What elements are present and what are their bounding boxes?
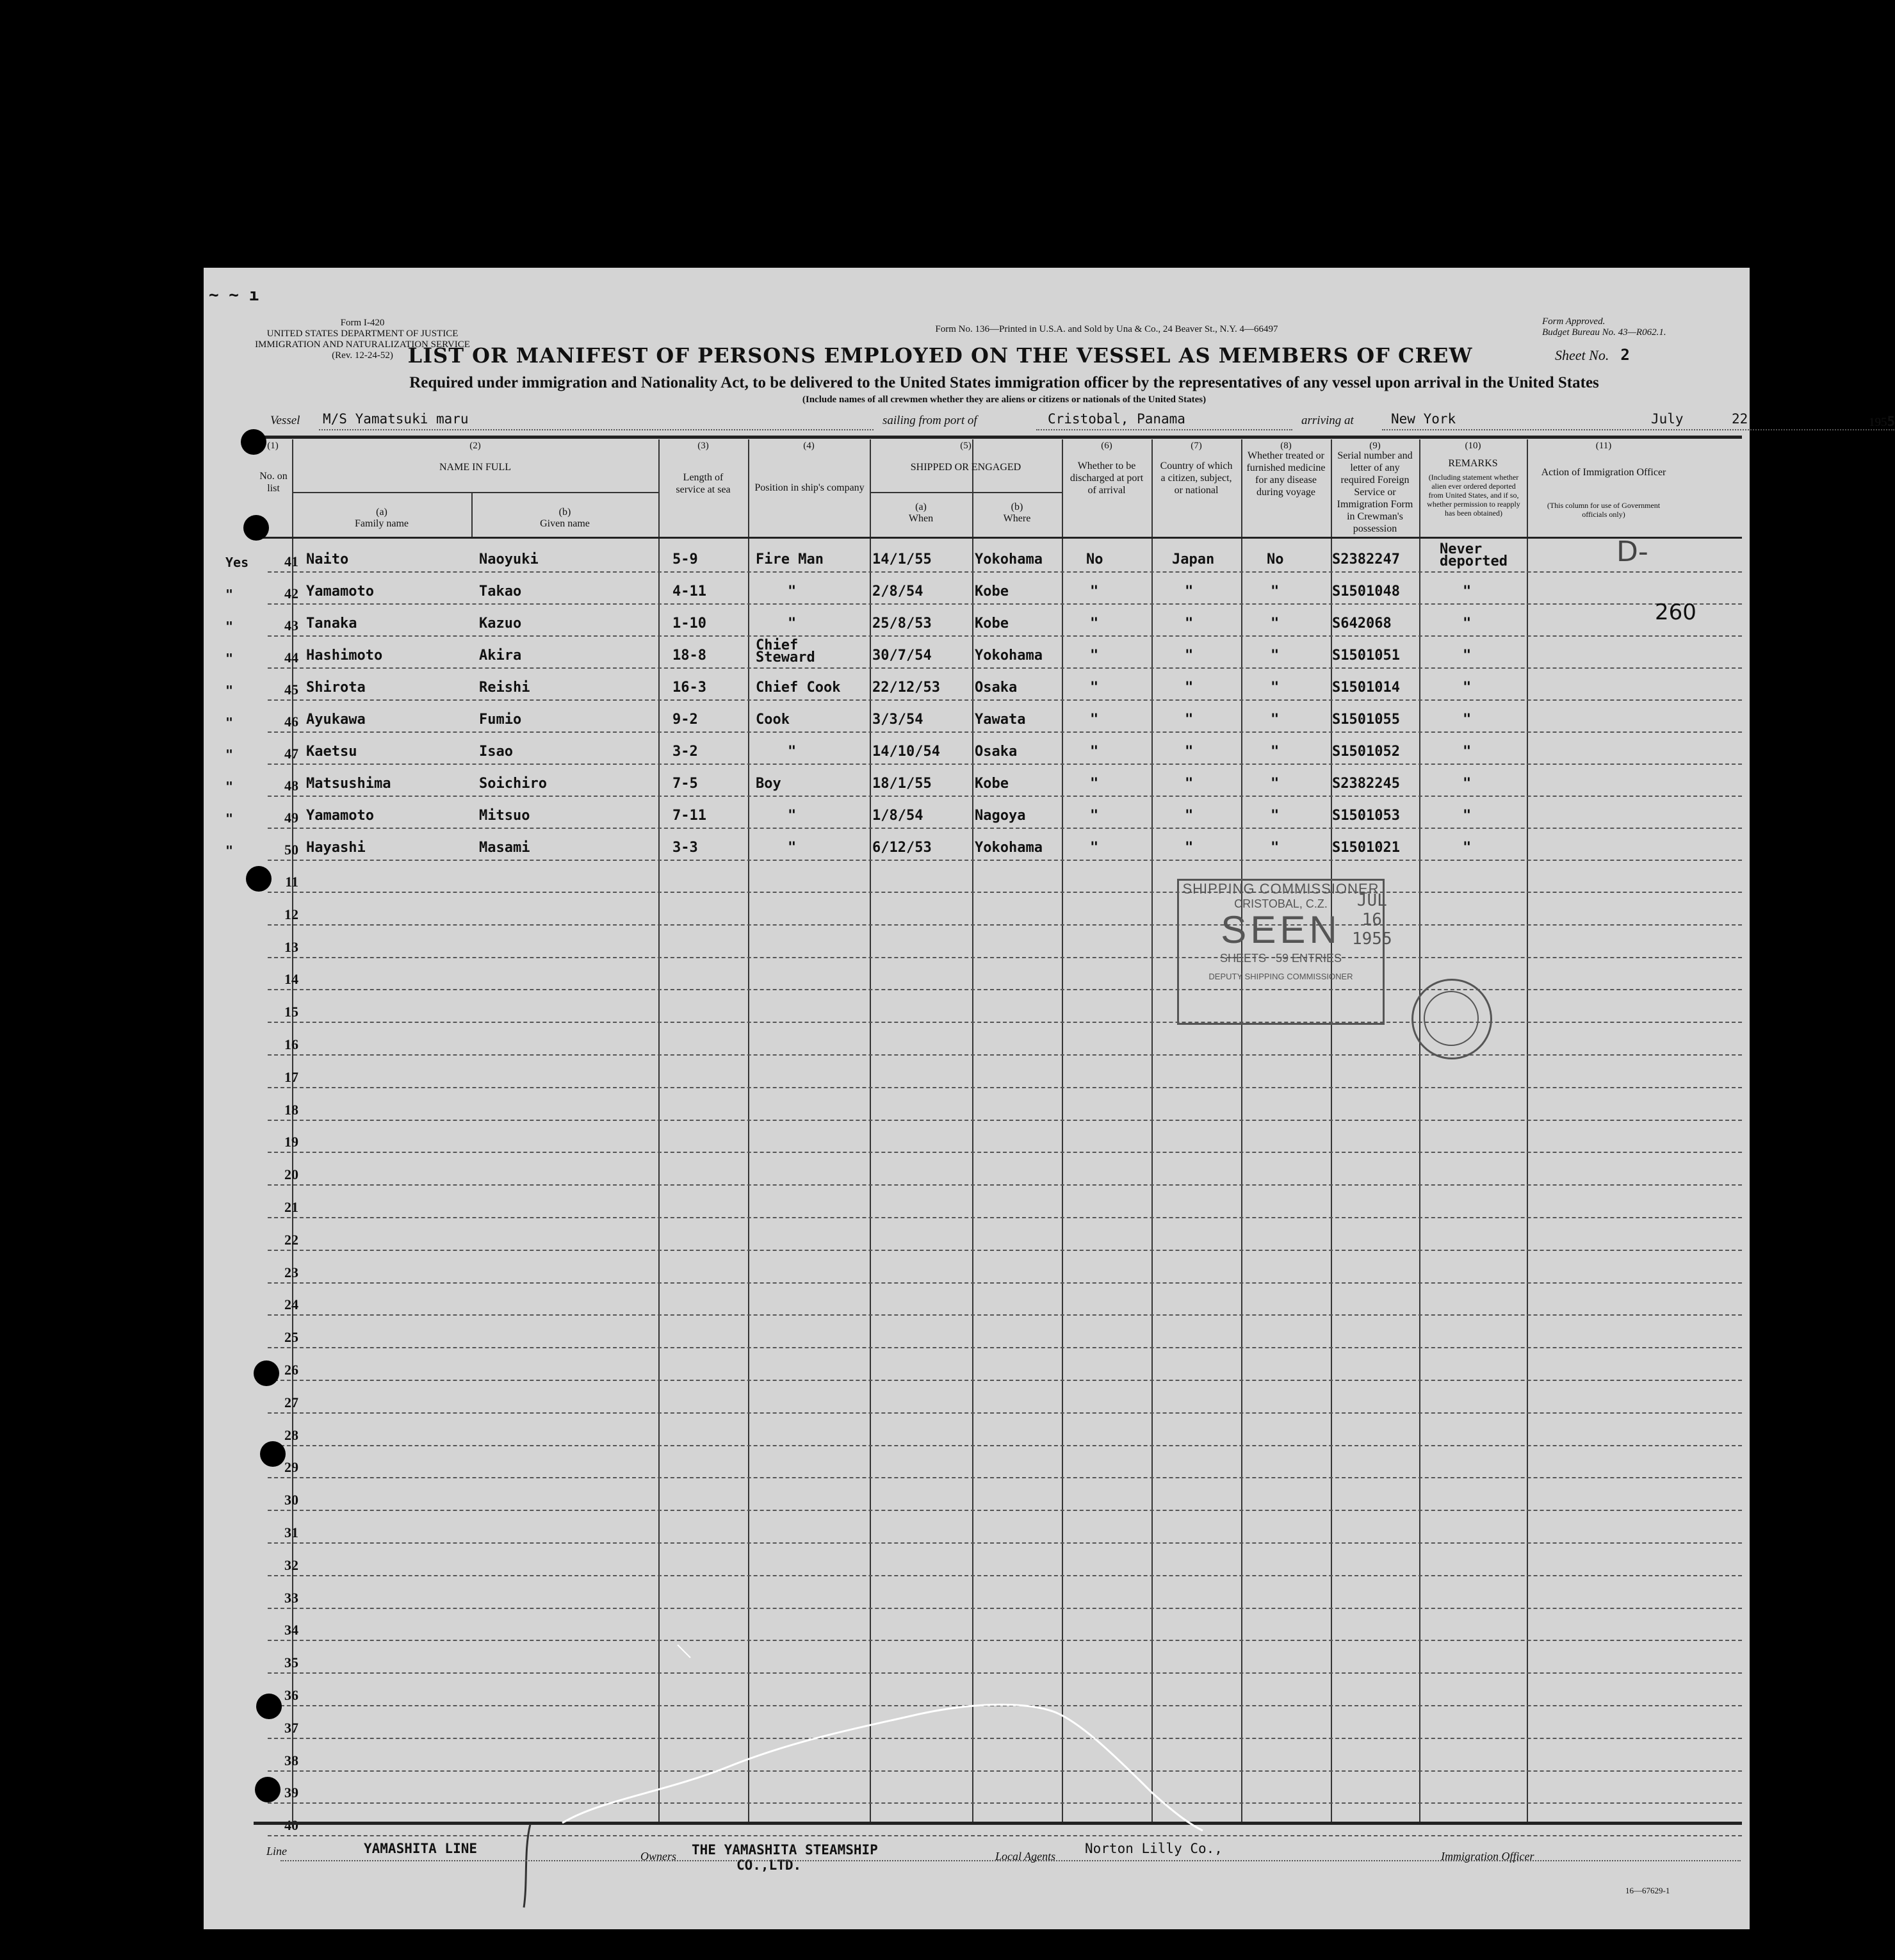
col-where: Where	[1003, 513, 1031, 524]
serial-number: S2382245	[1332, 776, 1400, 792]
stamp-entries: ENTRIES	[1292, 952, 1342, 965]
family-name: Yamamoto	[306, 584, 374, 600]
country: "	[1185, 776, 1194, 792]
sheet-value: 2	[1620, 346, 1630, 364]
given-name: Soichiro	[479, 776, 547, 792]
col-shipped-engaged: SHIPPED OR ENGAGED	[910, 462, 1021, 473]
country: "	[1185, 648, 1194, 664]
shipped-where: Nagoya	[975, 808, 1026, 824]
country: "	[1185, 840, 1194, 856]
given-name: Takao	[479, 584, 522, 600]
include-note: (Include names of all crewmen whether they are aliens or citizens or nationals of the United States)	[802, 395, 1207, 405]
remarks: "	[1463, 648, 1472, 664]
stamp-entries-count: 59	[1275, 952, 1289, 965]
col-given-name-letter: (b)	[558, 507, 571, 518]
position: "	[788, 840, 797, 856]
country: "	[1185, 808, 1194, 824]
given-name: Isao	[479, 744, 513, 760]
remarks: Never deported	[1440, 541, 1508, 569]
row-number: 11	[285, 874, 298, 890]
position: Boy	[756, 776, 781, 792]
row-mark: "	[225, 747, 234, 762]
serial-number: S1501051	[1332, 648, 1400, 664]
row-number: 14	[284, 971, 298, 988]
row-number: 39	[284, 1784, 298, 1801]
serial-number: S1501048	[1332, 584, 1400, 600]
col-given-name: Given name	[540, 518, 590, 529]
position: "	[788, 616, 797, 632]
vessel-label: Vessel	[270, 414, 300, 427]
year-digit: 5	[1887, 414, 1895, 429]
stamp-title: SHIPPING COMMISSIONER	[1182, 881, 1379, 897]
discharged: No	[1086, 551, 1103, 568]
row-number: 15	[284, 1004, 298, 1020]
shipped-when: 25/8/53	[872, 616, 932, 632]
row-number: 13	[284, 938, 298, 955]
discharged: "	[1090, 808, 1099, 824]
col-where-letter: (b)	[1011, 502, 1023, 512]
row-number: 32	[284, 1556, 298, 1573]
shipped-when: 14/10/54	[872, 744, 940, 760]
row-mark: "	[225, 587, 234, 602]
service-length: 16-3	[672, 680, 706, 696]
country: "	[1185, 744, 1194, 760]
shipped-when: 6/12/53	[872, 840, 932, 856]
row-number: 25	[284, 1329, 298, 1346]
row-number: 26	[284, 1362, 298, 1378]
row-number: 22	[284, 1231, 298, 1248]
row-number: 16	[284, 1036, 298, 1052]
col-officer-action: Action of Immigration Officer	[1541, 467, 1666, 478]
serial-number: S1501053	[1332, 808, 1400, 824]
service: IMMIGRATION AND NATURALIZATION SERVICE	[255, 339, 470, 350]
col-6-number: (6)	[1101, 441, 1112, 451]
service-length: 18-8	[672, 648, 706, 664]
shipped-where: Osaka	[975, 680, 1018, 696]
position: "	[788, 744, 797, 760]
remarks: "	[1463, 616, 1472, 632]
department: UNITED STATES DEPARTMENT OF JUSTICE	[266, 329, 459, 339]
row-number: 43	[284, 617, 298, 633]
given-name: Reishi	[479, 680, 530, 696]
manifest-page	[204, 268, 1895, 1929]
punch-hole	[254, 1360, 279, 1386]
row-mark: Yes	[225, 555, 249, 570]
discharged: "	[1090, 584, 1099, 600]
shipped-where: Kobe	[975, 616, 1009, 632]
col-7-number: (7)	[1191, 441, 1202, 451]
remarks: "	[1463, 712, 1472, 728]
form-number: Form I-420	[340, 318, 385, 328]
row-number: 46	[284, 714, 298, 730]
row-mark: "	[225, 651, 234, 666]
col-remarks: REMARKS	[1448, 458, 1498, 469]
service-length: 3-2	[672, 744, 698, 760]
col-position: Position in ship's company	[754, 482, 865, 493]
row-number: 47	[284, 746, 298, 762]
row-mark: "	[225, 683, 234, 698]
owners-value: THE YAMASHITA STEAMSHIP CO.,LTD.	[692, 1842, 878, 1873]
shipped-when: 14/1/55	[872, 551, 932, 568]
tear-line	[204, 268, 1750, 1929]
position: "	[788, 808, 797, 824]
punch-hole	[246, 866, 272, 892]
shipped-where: Yawata	[975, 712, 1026, 728]
form-code: 16—67629-1	[1625, 1886, 1670, 1895]
family-name: Naito	[306, 551, 349, 568]
punch-hole	[255, 1777, 281, 1802]
discharged: "	[1090, 744, 1099, 760]
shipped-when: 18/1/55	[872, 776, 932, 792]
discharged: "	[1090, 840, 1099, 856]
serial-number: S642068	[1332, 616, 1392, 632]
remarks: "	[1463, 680, 1472, 696]
sailing-label: sailing from port of	[882, 414, 977, 427]
crew-count: 260	[1655, 600, 1696, 625]
row-number: 44	[284, 649, 298, 666]
col-family-name: Family name	[355, 518, 409, 529]
serial-number: S1501014	[1332, 680, 1400, 696]
family-name: Hayashi	[306, 840, 366, 856]
service-length: 4-11	[672, 584, 706, 600]
arrival-month: July	[1651, 411, 1684, 427]
country: "	[1185, 584, 1194, 600]
row-number: 28	[284, 1426, 298, 1443]
row-number: 37	[284, 1719, 298, 1736]
discharged: "	[1090, 680, 1099, 696]
col-remarks-note: (Including statement whether alien ever ordered deported from United States, and if so, whether permission to reapply has been obtained)	[1427, 473, 1520, 518]
col-4-number: (4)	[803, 441, 815, 451]
col-officer-note: (This column for use of Government officials only)	[1547, 501, 1661, 519]
row-number: 41	[284, 553, 298, 569]
row-number: 48	[284, 778, 298, 794]
col-discharged: Whether to be discharged at port of arrival	[1069, 461, 1144, 496]
agents-value: Norton Lilly Co.,	[1085, 1841, 1223, 1856]
position: Chief Steward	[756, 637, 815, 666]
given-name: Akira	[479, 648, 522, 664]
row-mark: "	[225, 811, 234, 826]
treated: "	[1271, 712, 1280, 728]
shipped-where: Yokohama	[975, 551, 1043, 568]
page-title: LIST OR MANIFEST OF PERSONS EMPLOYED ON THE VESSEL AS MEMBERS OF CREW	[407, 343, 1473, 368]
year-prefix: 195	[1869, 416, 1887, 429]
serial-number: S1501021	[1332, 840, 1400, 856]
col-2-number: (2)	[469, 441, 481, 451]
sailing-port: Cristobal, Panama	[1048, 411, 1185, 427]
arrival-port: New York	[1391, 411, 1456, 427]
row-number: 19	[284, 1134, 298, 1150]
treated: "	[1271, 680, 1280, 696]
col-11-number: (11)	[1595, 441, 1612, 451]
shipped-where: Kobe	[975, 584, 1009, 600]
treated: "	[1271, 744, 1280, 760]
row-number: 40	[284, 1817, 298, 1834]
treated: No	[1267, 551, 1284, 568]
footer-underline	[281, 1860, 1741, 1861]
punch-hole	[243, 515, 269, 541]
required-statement: Required under immigration and Nationality Act, to be delivered to the United States immigration officer by the representatives of any vessel upon arrival in the United States	[409, 374, 1599, 391]
row-number: 17	[284, 1068, 298, 1085]
row-number: 24	[284, 1296, 298, 1313]
country: Japan	[1172, 551, 1215, 568]
sheet-label: Sheet No.	[1555, 347, 1609, 363]
row-number: 49	[284, 810, 298, 826]
row-number: 27	[284, 1394, 298, 1410]
row-number: 18	[284, 1101, 298, 1118]
col-family-name-letter: (a)	[376, 507, 387, 518]
shipped-where: Yokohama	[975, 840, 1043, 856]
line-label: Line	[266, 1845, 288, 1858]
row-mark: "	[225, 843, 234, 858]
row-number: 33	[284, 1589, 298, 1606]
revision: (Rev. 12-24-52)	[332, 350, 393, 361]
serial-number: S1501055	[1332, 712, 1400, 728]
row-number: 12	[284, 906, 298, 922]
officer-label: Immigration Officer	[1441, 1850, 1534, 1863]
col-1-number: (1)	[267, 441, 279, 451]
row-mark: "	[225, 715, 234, 730]
officer-mark: D-	[1616, 535, 1648, 568]
owners-label: Owners	[640, 1850, 677, 1863]
stamp-deputy: DEPUTY SHIPPING COMMISSIONER	[1208, 972, 1353, 981]
col-length-of-service: Length of service at sea	[676, 472, 731, 495]
remarks: "	[1463, 808, 1472, 824]
punch-hole	[260, 1441, 286, 1467]
row-number: 29	[284, 1459, 298, 1476]
row-mark: "	[225, 619, 234, 634]
position: "	[788, 584, 797, 600]
row-number: 23	[284, 1264, 298, 1280]
agents-label: Local Agents	[995, 1850, 1056, 1863]
shipped-where: Yokohama	[975, 648, 1043, 664]
col-3-number: (3)	[697, 441, 709, 451]
col-country: Country of which a citizen, subject, or national	[1160, 461, 1233, 496]
given-name: Kazuo	[479, 616, 522, 632]
row-number: 38	[284, 1752, 298, 1768]
serial-number: S1501052	[1332, 744, 1400, 760]
col-when-letter: (a)	[915, 502, 927, 512]
discharged: "	[1090, 712, 1099, 728]
treated: "	[1271, 616, 1280, 632]
given-name: Masami	[479, 840, 530, 856]
arrival-day: 22	[1732, 411, 1748, 427]
given-name: Naoyuki	[479, 551, 539, 568]
treated: "	[1271, 840, 1280, 856]
col-treated: Whether treated or furnished medicine for any disease during voyage	[1246, 450, 1326, 498]
serial-number: S2382247	[1332, 551, 1400, 568]
form-approved: Form Approved.	[1542, 316, 1606, 327]
family-name: Hashimoto	[306, 648, 383, 664]
country: "	[1185, 616, 1194, 632]
given-name: Fumio	[479, 712, 522, 728]
col-serial: Serial number and letter of any required Foreign Service or Immigration Form in Crewman's possession	[1337, 450, 1413, 534]
family-name: Tanaka	[306, 616, 357, 632]
treated: "	[1271, 648, 1280, 664]
shipped-when: 3/3/54	[872, 712, 923, 728]
position: Cook	[756, 712, 790, 728]
row-number: 31	[284, 1524, 298, 1540]
service-length: 3-3	[672, 840, 698, 856]
remarks: "	[1463, 840, 1472, 856]
service-length: 7-11	[672, 808, 706, 824]
treated: "	[1271, 776, 1280, 792]
remarks: "	[1463, 744, 1472, 760]
remarks: "	[1463, 776, 1472, 792]
shipped-where: Kobe	[975, 776, 1009, 792]
position: Fire Man	[756, 551, 824, 568]
col-name-in-full: NAME IN FULL	[439, 462, 511, 473]
row-number: 35	[284, 1654, 298, 1671]
shipped-when: 30/7/54	[872, 648, 932, 664]
row-number: 45	[284, 682, 298, 698]
discharged: "	[1090, 648, 1099, 664]
treated: "	[1271, 584, 1280, 600]
col-5-number: (5)	[960, 441, 972, 451]
country: "	[1185, 680, 1194, 696]
family-name: Ayukawa	[306, 712, 366, 728]
punch-hole	[241, 429, 266, 455]
punch-hole	[256, 1694, 282, 1719]
service-length: 5-9	[672, 551, 698, 568]
col-8-number: (8)	[1280, 441, 1292, 451]
shipped-where: Osaka	[975, 744, 1018, 760]
stamp-date: JUL 16 1955	[1352, 891, 1392, 949]
corner-marks: ~ ~ ı	[209, 286, 259, 305]
col-9-number: (9)	[1369, 441, 1381, 451]
col-no-on-list: No. on list	[259, 471, 288, 494]
row-number: 21	[284, 1199, 298, 1215]
row-number: 42	[284, 585, 298, 601]
vessel-name: M/S Yamatsuki maru	[323, 411, 469, 427]
shipped-when: 22/12/53	[872, 680, 940, 696]
stamp-location: CRISTOBAL, C.Z.	[1234, 897, 1328, 910]
family-name: Yamamoto	[306, 808, 374, 824]
stamp-seen: SEEN	[1221, 908, 1341, 951]
row-number: 36	[284, 1687, 298, 1703]
row-number: 30	[284, 1492, 298, 1508]
service-length: 7-5	[672, 776, 698, 792]
line-value: YAMASHITA LINE	[364, 1841, 478, 1856]
treated: "	[1271, 808, 1280, 824]
printer-note: Form No. 136—Printed in U.S.A. and Sold by Una & Co., 24 Beaver St., N.Y. 4—66497	[935, 324, 1278, 334]
col-when: When	[908, 513, 934, 524]
arrival-year	[1869, 414, 1895, 430]
discharged: "	[1090, 776, 1099, 792]
country: "	[1185, 712, 1194, 728]
service-length: 9-2	[672, 712, 698, 728]
row-number: 34	[284, 1622, 298, 1638]
family-name: Matsushima	[306, 776, 391, 792]
shipped-when: 2/8/54	[872, 584, 923, 600]
family-name: Shirota	[306, 680, 366, 696]
position: Chief Cook	[756, 680, 841, 696]
row-number: 20	[284, 1166, 298, 1183]
col-10-number: (10)	[1465, 441, 1481, 451]
family-name: Kaetsu	[306, 744, 357, 760]
row-number: 50	[284, 842, 298, 858]
stamp-sheets: SHEETS	[1219, 952, 1266, 965]
shipped-when: 1/8/54	[872, 808, 923, 824]
budget-bureau: Budget Bureau No. 43—R062.1.	[1542, 327, 1666, 338]
given-name: Mitsuo	[479, 808, 530, 824]
remarks: "	[1463, 584, 1472, 600]
service-length: 1-10	[672, 616, 706, 632]
arriving-label: arriving at	[1301, 414, 1354, 427]
row-mark: "	[225, 779, 234, 794]
discharged: "	[1090, 616, 1099, 632]
